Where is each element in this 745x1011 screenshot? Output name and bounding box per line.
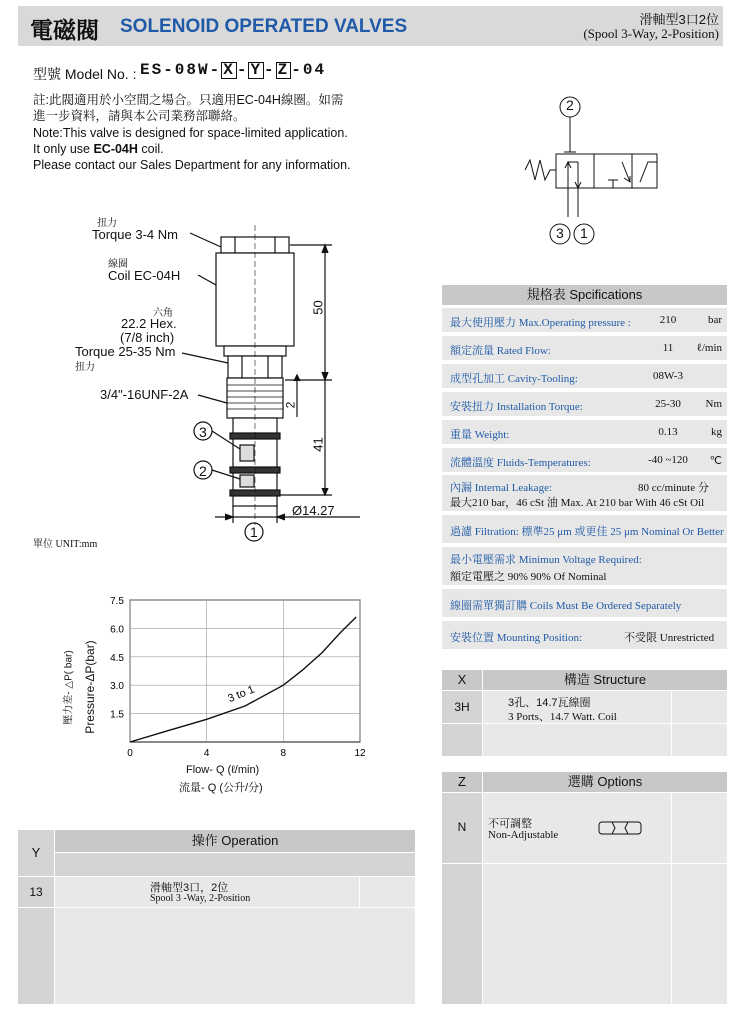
mount-label: 安裝位置 Mounting Position: [450, 632, 583, 644]
dim-2: 2 [283, 401, 298, 409]
coil-cn: 線圈 [108, 259, 128, 270]
chart-y-tick-label: 6.0 [110, 624, 124, 636]
port-2-label: 2 [199, 463, 207, 479]
chart-y-tick-label: 1.5 [110, 709, 124, 721]
operation-extra-cell [360, 877, 415, 907]
symbol-port-1: 1 [580, 225, 588, 241]
spec-row-unit: ℓ/min [696, 342, 722, 354]
hex-inch: (7/8 inch) [120, 330, 175, 345]
options-code-header: Z [442, 772, 482, 792]
spec-row [442, 308, 727, 332]
mount-value: 不受限 Unrestricted [624, 632, 715, 644]
symbol-port-3: 3 [556, 225, 564, 241]
model-x-box: X [223, 61, 235, 79]
spec-row [442, 364, 727, 388]
voltage-value: 額定電壓之 90% 90% Of Nominal [450, 571, 607, 583]
port-1-label: 1 [250, 524, 258, 540]
spec-leakage [442, 475, 727, 511]
structure-desc-cell [483, 691, 671, 723]
spec-row-value: -40 ~120 [648, 454, 688, 466]
options-empty-extra [672, 864, 727, 1004]
operation-subheader [55, 853, 415, 876]
spec-row-unit: Nm [705, 398, 722, 410]
torque-2: Torque 25-35 Nm [75, 344, 176, 359]
coil-label: Coil EC-04H [108, 268, 181, 283]
subtitle-en: (Spool 3-Way, 2-Position) [583, 26, 719, 41]
hydraulic-symbol [520, 92, 670, 250]
adjuster-icon [598, 821, 642, 835]
spec-title: 規格表 Spcifications [442, 285, 727, 305]
thread-label: 3/4"-16UNF-2A [100, 387, 189, 402]
note-cn-2: 進一步資料，請與本公司業務部聯絡。 [33, 109, 246, 123]
voltage-label: 最小電壓需求 Minimun Voltage Required: [450, 554, 642, 566]
spec-row-unit: ℃ [709, 455, 722, 467]
dim-diameter: Ø14.27 [292, 503, 335, 518]
chart-y-tick-label: 3.0 [110, 681, 124, 693]
port-3-label: 3 [199, 424, 207, 440]
spec-row-value: 210 [659, 314, 677, 326]
structure-desc-en: 3 Ports、14.7 Watt. Coil [508, 711, 617, 723]
note-en-3: Please contact our Sales Department for any information. [33, 158, 351, 172]
symbol-port-2: 2 [566, 97, 574, 113]
chart-plot-frame [130, 600, 360, 742]
options-empty-code [442, 864, 482, 1004]
spec-row-label: 安裝扭力 Installation Torque: [450, 401, 583, 413]
structure-title: 構造 Structure [483, 670, 727, 690]
title-en: SOLENOID OPERATED VALVES [120, 16, 408, 37]
model-label: 型號 Model No. : [33, 66, 137, 82]
chart-xlabel: Flow- Q (ℓ/min) [186, 764, 260, 776]
leak-label: 內漏 Internal Leakage: [450, 482, 553, 494]
valve-cartridge-drawing [20, 205, 365, 550]
operation-empty-desc [55, 908, 415, 1004]
model-dash-1: - [236, 61, 249, 79]
spec-filtration [442, 515, 727, 543]
structure-code-header: X [442, 670, 482, 690]
subtitle-cn: 滑軸型3口2位 [639, 12, 719, 27]
operation-empty-code [18, 908, 54, 1004]
torque-1: Torque 3-4 Nm [92, 227, 178, 242]
structure-desc-cn: 3孔、14.7瓦線圈 [508, 697, 591, 709]
filtration: 過濾 Filtration: 標準25 μm 或更佳 25 μm Nominal Or Better [450, 526, 724, 538]
chart-x-tick-label: 8 [280, 748, 287, 759]
options-title: 選購 Options [483, 772, 727, 792]
hex-cn: 六角 [153, 308, 173, 319]
spec-row-label: 額定流量 Rated Flow: [450, 345, 551, 357]
chart-x-tick-label: 12 [354, 748, 366, 759]
options-extra-cell [672, 793, 727, 863]
structure-empty-desc [483, 724, 671, 756]
note-cn-1: 註:此閥適用於小空間之場合。只適用EC-04H線圈。如需 [33, 93, 344, 107]
note-en-2 [33, 141, 164, 157]
spec-mounting [442, 621, 727, 649]
note-en-2-post: coil. [137, 142, 164, 156]
spec-row-value: 11 [662, 342, 674, 354]
operation-desc-en: Spool 3 -Way, 2-Position [150, 893, 251, 904]
spec-row [442, 392, 727, 416]
unit-label: 單位 UNIT:mm [33, 539, 98, 550]
options-empty-desc [483, 864, 671, 1004]
spec-row-label: 最大使用壓力 Max.Operating pressure : [450, 317, 631, 329]
options-desc-cell [483, 793, 671, 863]
model-code [140, 61, 326, 79]
structure-empty-code [442, 724, 482, 756]
torque-2-cn: 扭力 [75, 362, 95, 373]
options-code: N [442, 793, 482, 863]
spec-voltage [442, 547, 727, 585]
operation-desc-cn: 滑軸型3口，2位 [150, 882, 229, 894]
spec-row-label: 流體溫度 Fluids-Temperatures: [450, 457, 591, 469]
structure-empty-extra [672, 724, 727, 756]
spec-row [442, 336, 727, 360]
operation-code-header: Y [18, 830, 54, 876]
coils-note: 線圈需單獨訂購 Coils Must Be Ordered Separately [450, 600, 682, 612]
note-en-2-pre: It only use [33, 142, 94, 156]
spec-row-unit: bar [707, 314, 722, 326]
operation-title: 操作 Operation [55, 830, 415, 852]
title-cn: 電磁閥 [30, 17, 99, 43]
operation-desc-cell [55, 877, 359, 907]
model-prefix: ES-08W- [140, 61, 222, 79]
chart-y-tick-label: 4.5 [110, 652, 124, 664]
spec-row-value: 08W-3 [653, 370, 683, 382]
leak-value: 80 cc/minute 分 [638, 482, 709, 494]
spec-coils [442, 589, 727, 617]
chart-x-tick-label: 0 [127, 748, 133, 759]
operation-code: 13 [18, 877, 54, 907]
hex-size: 22.2 Hex. [121, 316, 177, 331]
spec-row-label: 成型孔加工 Cavity-Tooling: [450, 373, 578, 385]
spec-row-unit: kg [711, 426, 722, 438]
leak-line2: 最大210 bar，46 cSt 油 Max. At 210 bar With 46 cSt Oil [450, 497, 705, 509]
chart-xlabel-cn: 流量- Q (公升/分) [179, 782, 263, 794]
dim-50: 50 [310, 300, 326, 315]
chart-series-line [130, 617, 356, 742]
chart-series-annotation: 3 to 1 [226, 683, 257, 706]
spec-row-label: 重量 Weight: [450, 429, 510, 441]
structure-code: 3H [442, 691, 482, 723]
torque-cn: 扭力 [97, 218, 117, 229]
model-y-box: Y [250, 61, 263, 79]
chart-ylabel: Pressure-ΔP(bar) [83, 640, 97, 734]
chart-x-tick-label: 4 [203, 748, 210, 759]
spec-row-value: 25-30 [655, 398, 681, 410]
model-dash-2: - [264, 61, 276, 79]
dim-41: 41 [310, 437, 326, 452]
structure-extra-cell [672, 691, 727, 723]
spec-row-value: 0.13 [658, 426, 678, 438]
options-desc-en: Non-Adjustable [488, 829, 559, 841]
model-suffix: -04 [291, 61, 327, 79]
note-coil-bold: EC-04H [93, 142, 138, 156]
chart-ylabel-cn: 壓力差- △P( bar) [63, 650, 75, 725]
note-en-1: Note:This valve is designed for space-limited application. [33, 126, 348, 140]
options-desc-cn: 不可調整 [488, 818, 532, 830]
chart-y-tick-label: 7.5 [110, 596, 124, 607]
model-z-box: Z [277, 61, 290, 79]
spec-row [442, 448, 727, 472]
spec-row [442, 420, 727, 444]
